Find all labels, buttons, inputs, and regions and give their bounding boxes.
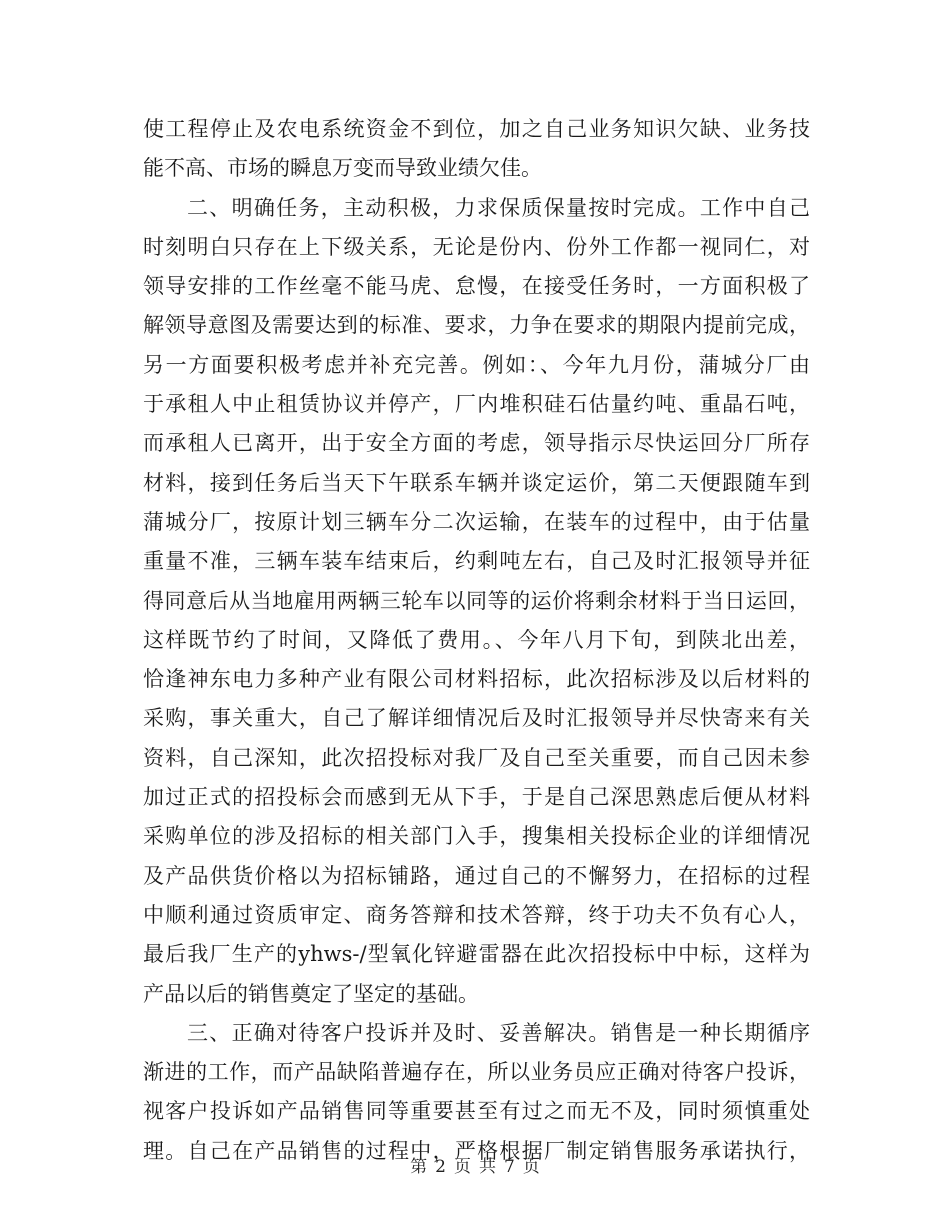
page-footer xyxy=(0,1152,950,1177)
text-line: 蒲城分厂，按原计划三辆车分二次运输，在装车的过程中，由于估量 xyxy=(143,509,810,534)
text-line: 得同意后从当地雇用两辆三轮车以同等的运价将剩余材料于当日运回， xyxy=(143,588,810,613)
text-line: 而承租人已离开，出于安全方面的考虑，领导指示尽快运回分厂所存 xyxy=(143,431,810,456)
text-line: 理。自己在产品销售的过程中，严格根据厂制定销售服务承诺执行， xyxy=(143,1138,810,1163)
document-body xyxy=(143,110,810,1171)
total-label-prefix: 共 xyxy=(479,1157,496,1177)
text-line: 时刻明白只存在上下级关系，无论是份内、份外工作都一视同仁，对 xyxy=(143,234,810,259)
text-line: 及产品供货价格以为招标铺路，通过自己的不懈努力，在招标的过程 xyxy=(143,863,810,888)
total-label-unit: 页 xyxy=(522,1157,540,1177)
text-line: 三、正确对待客户投诉并及时、妥善解决。销售是一种长期循序 xyxy=(187,1020,810,1045)
text-line: 领导安排的工作丝毫不能马虎、怠慢，在接受任务时，一方面积极了 xyxy=(143,274,810,299)
text-line: 采购，事关重大，自己了解详细情况后及时汇报领导并尽快寄来有关 xyxy=(143,706,810,731)
text-line: 于承租人中止租赁协议并停产，厂内堆积硅石估量约吨、重晶石吨， xyxy=(143,392,810,417)
text-line: 最后我厂生产的yhws-/型氧化锌避雷器在此次招投标中中标，这样为 xyxy=(143,942,810,967)
text-line: 材料，接到任务后当天下午联系车辆并谈定运价，第二天便跟随车到 xyxy=(143,470,810,495)
text-line: 渐进的工作，而产品缺陷普遍存在，所以业务员应正确对待客户投诉， xyxy=(143,1060,810,1085)
text-line: 重量不准，三辆车装车结束后，约剩吨左右，自己及时汇报领导并征 xyxy=(143,549,810,574)
current-page-number: 2 xyxy=(435,1157,446,1177)
page-label-unit: 页 xyxy=(454,1157,471,1177)
text-line: 另一方面要积极考虑并补充完善。例如：、今年九月份，蒲城分厂由 xyxy=(143,352,810,377)
text-line: 能不高、市场的瞬息万变而导致业绩欠佳。 xyxy=(143,156,542,181)
text-line: 使工程停止及农电系统资金不到位，加之自己业务知识欠缺、业务技 xyxy=(143,117,810,141)
text-line: 二、明确任务，主动积极，力求保质保量按时完成。工作中自己 xyxy=(187,195,810,220)
text-line: 产品以后的销售奠定了坚定的基础。 xyxy=(143,981,479,1006)
page-label-prefix: 第 xyxy=(410,1157,428,1177)
text-line: 资料，自己深知，此次招投标对我厂及自己至关重要，而自己因未参 xyxy=(143,745,810,770)
text-line: 中顺利通过资质审定、商务答辩和技术答辩，终于功夫不负有心人， xyxy=(143,902,810,927)
text-line: 这样既节约了时间，又降低了费用。、今年八月下旬，到陕北出差， xyxy=(143,627,810,652)
text-line: 解领导意图及需要达到的标准、要求，力争在要求的期限内提前完成， xyxy=(143,313,810,338)
text-line: 恰逢神东电力多种产业有限公司材料招标，此次招标涉及以后材料的 xyxy=(143,667,810,692)
text-line: 加过正式的招投标会而感到无从下手，于是自己深思熟虑后便从材料 xyxy=(143,785,810,810)
text-line: 采购单位的涉及招标的相关部门入手，搜集相关投标企业的详细情况 xyxy=(143,824,810,849)
text-line: 视客户投诉如产品销售同等重要甚至有过之而无不及，同时须慎重处 xyxy=(143,1099,810,1124)
total-page-number: 7 xyxy=(504,1157,515,1177)
